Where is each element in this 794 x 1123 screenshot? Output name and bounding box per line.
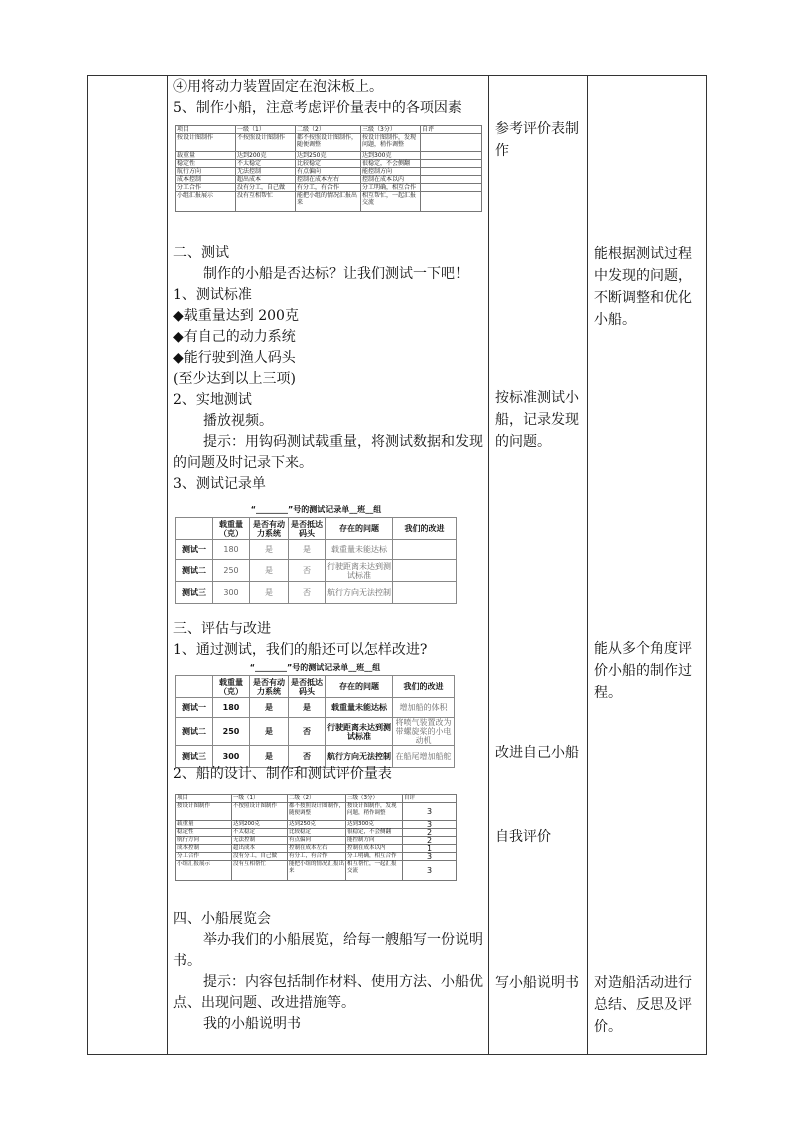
criteria-note: (至少达到以上三项)	[173, 371, 296, 387]
rubric-self-score: 3	[403, 853, 457, 861]
record-improve: 在船尾增加船舵	[393, 746, 455, 768]
section-2-heading: 二、测试	[173, 245, 229, 261]
record-problem: 载重量未能达标	[326, 698, 393, 718]
rubric-cell: 达到250克	[288, 821, 346, 829]
rubric-heading: 2、船的设计、制作和测试评价量表	[173, 766, 392, 782]
rubric-cell: 按设计图制作	[176, 134, 236, 152]
rubric-row	[176, 160, 482, 168]
rubric-cell: 没有互相帮忙	[232, 861, 288, 881]
record-weight: 180	[213, 698, 250, 718]
record-power: 是	[250, 746, 289, 768]
record-table-1	[175, 501, 457, 604]
section-2-intro: 制作的小船是否达标？让我们测试一下吧！	[203, 266, 469, 282]
frame-col-line-2	[167, 75, 168, 1055]
col3-self-eval: 自我评价	[495, 829, 551, 845]
rubric-cell: 达到250克	[296, 152, 361, 160]
record-improve-empty	[393, 540, 457, 560]
rubric-header-cell: 二级（2）	[288, 795, 346, 803]
rubric-self-cell	[421, 160, 482, 168]
record-dock: 否	[289, 718, 326, 746]
record-header-row	[176, 518, 457, 540]
record-weight: 250	[213, 560, 250, 582]
rubric-self-score: 3	[403, 803, 457, 821]
rubric-row	[176, 803, 457, 821]
rubric-cell: 不按照设计图制作	[236, 134, 296, 152]
record-header-row	[176, 676, 455, 698]
rubric-cell: 比较稳定	[296, 160, 361, 168]
rubric-self-score: 3	[403, 821, 457, 829]
rubric-cell: 能把小组的情况汇报出来	[296, 192, 361, 212]
rubric-cell: 控制在成本左右	[296, 176, 361, 184]
record-header-cell: 是否抵达码头	[289, 676, 326, 698]
rubric-self-score: 2	[403, 829, 457, 837]
record-row	[176, 582, 457, 604]
manual-tip: 提示：内容包括制作材料、使用方法、小船优点、出现问题、改进措施等。	[173, 974, 483, 1011]
rubric-self-cell	[421, 192, 482, 212]
record-sheet-heading: 3、测试记录单	[173, 476, 266, 492]
rubric-table-1	[175, 125, 482, 212]
record-dock: 否	[289, 746, 326, 768]
boat-manual-title: 我的小船说明书	[203, 1016, 301, 1032]
rubric-cell: 成本控制	[176, 845, 232, 853]
rubric-cell: 达到300克	[346, 821, 403, 829]
rubric-cell: 达到200克	[232, 821, 288, 829]
record-weight: 300	[213, 582, 250, 604]
rubric-header-cell: 三级（3分）	[346, 795, 403, 803]
criterion-item: ◆有自己的动力系统	[173, 329, 296, 345]
rubric-cell: 有点偏向	[296, 168, 361, 176]
rubric-cell: 不按照设计图制作	[232, 803, 288, 821]
frame-bottom-border	[87, 1054, 706, 1055]
rubric-row	[176, 845, 457, 853]
rubric-row	[176, 168, 482, 176]
rubric-header-cell: 项目	[176, 126, 236, 134]
record-weight: 180	[213, 540, 250, 560]
rubric-row	[176, 192, 482, 212]
record-dock: 否	[289, 560, 326, 582]
rubric-cell: 达到200克	[236, 152, 296, 160]
rubric-cell: 控制在成本以内	[346, 845, 403, 853]
record-row	[176, 560, 457, 582]
rubric-cell: 都不按照设计图制作，随便调整	[288, 803, 346, 821]
rubric-cell: 相互帮忙，一起汇报交流	[346, 861, 403, 881]
rubric-row	[176, 152, 482, 160]
rubric-cell: 不太稳定	[232, 829, 288, 837]
rubric-header-cell: 项目	[176, 795, 232, 803]
frame-top-border	[87, 75, 706, 76]
rubric-cell: 载重量	[176, 152, 236, 160]
record-row-label: 测试三	[176, 582, 213, 604]
rubric-cell: 按设计图制作，发现问题，稍作调整	[361, 134, 421, 152]
rubric-cell: 有分工，有合作	[296, 184, 361, 192]
rubric-cell: 控制在成本左右	[288, 845, 346, 853]
record-header-cell: 存在的问题	[326, 518, 393, 540]
record-title: “________”号的测试记录单__班__组	[249, 662, 381, 672]
col3-improve: 改进自己小船	[495, 745, 579, 761]
record-corner-cell	[176, 676, 213, 698]
exhibition-intro: 举办我们的小船展览，给每一艘船写一份说明书。	[173, 932, 483, 969]
record-row-label: 测试一	[176, 540, 213, 560]
record-row-label: 测试三	[176, 746, 213, 768]
rubric-header-row	[176, 795, 457, 803]
rubric-cell: 稳定性	[176, 829, 232, 837]
record-title-row	[176, 659, 455, 676]
record-weight: 250	[213, 718, 250, 746]
record-header-cell: 我们的改进	[393, 518, 457, 540]
record-row	[176, 540, 457, 560]
col4-summary: 对造船活动进行总结、反思及评价。	[594, 975, 692, 1035]
rubric-self-cell	[421, 134, 482, 152]
record-corner-cell	[176, 518, 213, 540]
record-header-cell: 存在的问题	[326, 676, 393, 698]
record-power: 是	[250, 540, 289, 560]
rubric-row	[176, 861, 457, 881]
record-table-2	[175, 659, 455, 768]
rubric-cell: 分工合作	[176, 853, 232, 861]
rubric-cell: 按设计图制作	[176, 803, 232, 821]
col3-reference: 参考评价表制作	[495, 121, 579, 159]
play-video-text: 播放视频。	[203, 413, 273, 429]
record-dock: 是	[289, 540, 326, 560]
rubric-cell: 很稳定，不会侧翻	[361, 160, 421, 168]
record-header-cell: 是否有动力系统	[250, 518, 289, 540]
rubric-row	[176, 829, 457, 837]
col3-test: 按标准测试小船，记录发现的问题。	[495, 390, 579, 450]
rubric-row	[176, 837, 457, 845]
record-row-label: 测试一	[176, 698, 213, 718]
rubric-header-cell: 自评	[421, 126, 482, 134]
field-test-heading: 2、实地测试	[173, 392, 252, 408]
rubric-header-cell: 自评	[403, 795, 457, 803]
rubric-self-cell	[421, 184, 482, 192]
rubric-cell: 都不按照设计图制作，随便调整	[296, 134, 361, 152]
record-row-label: 测试二	[176, 718, 213, 746]
rubric-row	[176, 184, 482, 192]
rubric-cell: 有分工，有合作	[288, 853, 346, 861]
section-3-heading: 三、评估与改进	[173, 621, 271, 637]
rubric-cell: 有点偏向	[288, 837, 346, 845]
frame-col-line-1	[87, 75, 88, 1055]
rubric-cell: 能把小组的情况汇报出来	[288, 861, 346, 881]
rubric-cell: 小组汇报展示	[176, 192, 236, 212]
frame-col-line-3	[488, 75, 489, 1055]
record-improve: 增加船的体积	[393, 698, 455, 718]
record-weight: 300	[213, 746, 250, 768]
rubric-cell: 不太稳定	[236, 160, 296, 168]
rubric-self-cell	[421, 176, 482, 184]
rubric-cell: 能控制方向	[361, 168, 421, 176]
record-problem: 行驶距离未达到测试标准	[327, 561, 391, 580]
rubric-cell: 成本控制	[176, 176, 236, 184]
rubric-header-cell: 三级（3分）	[361, 126, 421, 134]
record-header-cell: 我们的改进	[393, 676, 455, 698]
rubric-cell: 无法控制	[236, 168, 296, 176]
record-header-cell: 是否抵达码头	[289, 518, 326, 540]
section-4-heading: 四、小船展览会	[173, 911, 271, 927]
rubric-header-cell: 二级（2）	[296, 126, 361, 134]
rubric-header-row	[176, 126, 482, 134]
rubric-cell: 比较稳定	[288, 829, 346, 837]
test-standard-heading: 1、测试标准	[173, 287, 252, 303]
frame-col-line-4	[587, 75, 588, 1055]
col4-adjust: 能根据测试过程中发现的问题，不断调整和优化小船。	[594, 246, 692, 328]
step-4-text: ④用将动力装置固定在泡沫板上。	[173, 79, 383, 95]
improve-question: 1、通过测试，我们的船还可以怎样改进?	[173, 642, 428, 658]
record-problem: 行驶距离未达到测试标准	[326, 718, 393, 746]
rubric-cell: 按设计图制作，发现问题，稍作调整	[346, 803, 403, 821]
col3-write-manual: 写小船说明书	[495, 975, 579, 991]
rubric-cell: 分工明确，相互合作	[361, 184, 421, 192]
rubric-cell: 分工明确，相互合作	[346, 853, 403, 861]
rubric-cell: 稳定性	[176, 160, 236, 168]
rubric-cell: 达到300克	[361, 152, 421, 160]
step-5-text: 5、制作小船，注意考虑评价量表中的各项因素	[173, 100, 462, 116]
rubric-cell: 航行方向	[176, 837, 232, 845]
record-title-row	[176, 501, 457, 518]
record-dock: 是	[289, 698, 326, 718]
record-improve-empty	[393, 560, 457, 582]
record-improve: 将喷气装置改为带螺旋桨的小电动机	[393, 718, 455, 746]
rubric-row	[176, 176, 482, 184]
rubric-cell: 控制在成本以内	[361, 176, 421, 184]
record-problem: 载重量未能达标	[326, 540, 393, 560]
rubric-cell: 载重量	[176, 821, 232, 829]
rubric-row	[176, 134, 482, 152]
record-power: 是	[250, 698, 289, 718]
rubric-cell: 能控制方向	[346, 837, 403, 845]
rubric-header-cell: 一级（1）	[232, 795, 288, 803]
rubric-cell: 无法控制	[232, 837, 288, 845]
rubric-table-2	[175, 794, 457, 881]
record-row	[176, 698, 455, 718]
criterion-item: ◆载重量达到 200克	[173, 308, 299, 324]
record-problem: 航行方向无法控制	[326, 746, 393, 768]
rubric-header-cell: 一级（1）	[236, 126, 296, 134]
rubric-self-score: 1	[403, 845, 457, 853]
rubric-cell: 没有互相帮忙	[236, 192, 296, 212]
rubric-row	[176, 853, 457, 861]
record-header-cell: 载重量（克）	[213, 518, 250, 540]
record-header-cell: 是否有动力系统	[250, 676, 289, 698]
frame-col-line-5	[706, 75, 707, 1055]
record-header-cell: 载重量（克）	[213, 676, 250, 698]
rubric-cell: 超出成本	[236, 176, 296, 184]
rubric-row	[176, 821, 457, 829]
record-problem: 航行方向无法控制	[326, 582, 393, 604]
record-improve-empty	[393, 582, 457, 604]
col4-multi-angle: 能从多个角度评价小船的制作过程。	[594, 641, 692, 701]
record-title: “________”号的测试记录单__班__组	[250, 504, 382, 514]
rubric-cell: 航行方向	[176, 168, 236, 176]
rubric-cell: 没有分工，自己做	[236, 184, 296, 192]
rubric-cell: 很稳定，不会侧翻	[346, 829, 403, 837]
record-power: 是	[250, 718, 289, 746]
rubric-self-score: 2	[403, 837, 457, 845]
record-row-label: 测试二	[176, 560, 213, 582]
rubric-self-cell	[421, 168, 482, 176]
rubric-self-cell	[421, 152, 482, 160]
record-power: 是	[250, 582, 289, 604]
rubric-cell: 小组汇报展示	[176, 861, 232, 881]
record-dock: 否	[289, 582, 326, 604]
record-row	[176, 718, 455, 746]
rubric-self-score: 3	[403, 861, 457, 881]
test-tip-text: 提示：用钩码测试载重量，将测试数据和发现的问题及时记录下来。	[173, 434, 483, 471]
rubric-cell: 相互帮忙，一起汇报交流	[361, 192, 421, 212]
rubric-cell: 超出成本	[232, 845, 288, 853]
criterion-item: ◆能行驶到渔人码头	[173, 350, 296, 366]
rubric-cell: 分工合作	[176, 184, 236, 192]
rubric-cell: 没有分工，自己做	[232, 853, 288, 861]
record-power: 是	[250, 560, 289, 582]
